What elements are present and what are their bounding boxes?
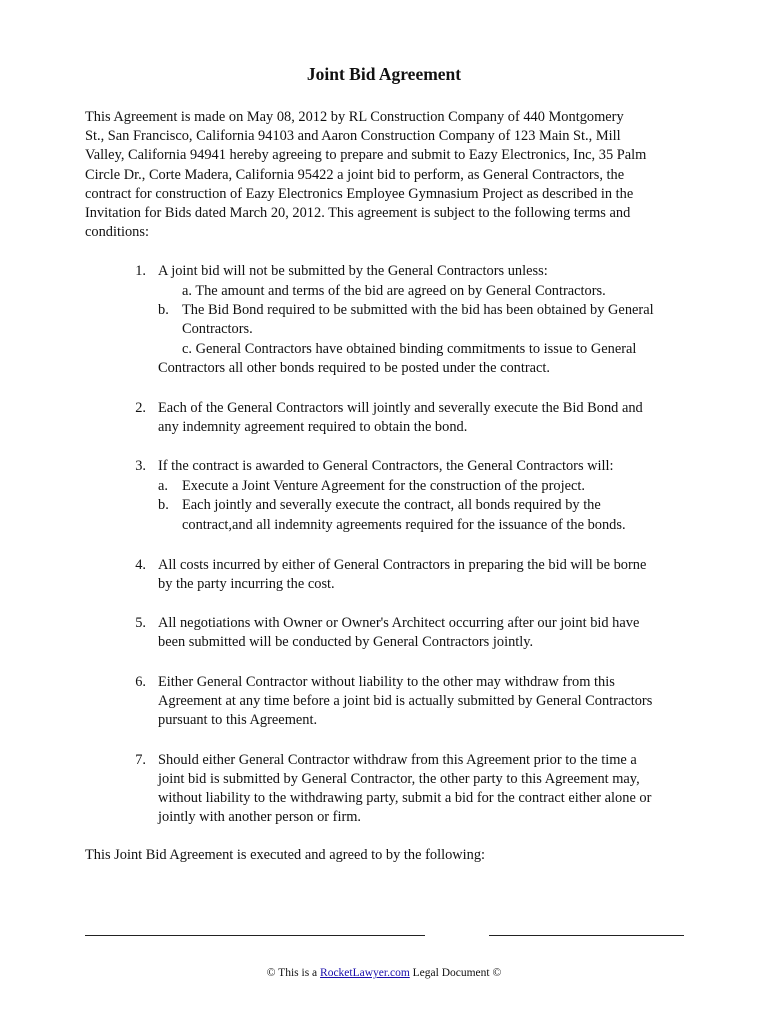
footer-suffix: Legal Document © xyxy=(409,967,502,979)
item-6-number: 6. xyxy=(135,674,146,690)
item-1c-text: c. General Contractors have obtained binding commitments to issue to General xyxy=(182,341,637,357)
item-7-text: Should either General Contractor withdraw from this Agreement prior to the time a xyxy=(158,752,637,768)
item-1-number: 1. xyxy=(135,263,146,279)
item-6-text-cont-1: Agreement at any time before a joint bid is actually submitted by General Contractors xyxy=(158,693,653,709)
item-3-text: If the contract is awarded to General Contractors, the General Contractors will: xyxy=(158,458,614,474)
item-5-text: All negotiations with Owner or Owner's Architect occurring after our joint bid have xyxy=(158,615,640,631)
item-3a-text: Execute a Joint Venture Agreement for the construction of the project. xyxy=(182,478,585,494)
item-7-number: 7. xyxy=(135,752,146,768)
item-7-text-cont-3: jointly with another person or firm. xyxy=(158,809,362,825)
document-title: Joint Bid Agreement xyxy=(306,64,462,84)
item-2-text-cont: any indemnity agreement required to obtain the bond. xyxy=(158,419,468,435)
intro-paragraph: This Agreement is made on May 08, 2012 by RL Construction Company of 440 Montgomery St., San Francisco, California 94103 and Aaron Construction Company of 123 Main St., Mill Valley, California 94941 hereby agreeing to prepare and submit to Eazy Electronics, Inc, 35 Palm Circle Dr., Corte Madera, California 95422 a joint bid to perform, as General Contractors, the contract for construction of Eazy Electronics Employee Gymnasium Project as described in the Invitation for Bids dated March 20, 2012. This agreement is subject to the following terms and conditions: xyxy=(85,109,647,241)
closing-statement: This Joint Bid Agreement is executed and agreed to by the following: xyxy=(85,847,486,863)
item-1c-text-cont: Contractors all other bonds required to be posted under the contract. xyxy=(158,360,551,376)
item-5-number: 5. xyxy=(135,615,146,631)
item-2-text: Each of the General Contractors will jointly and severally execute the Bid Bond and xyxy=(158,400,643,416)
item-7-text-cont-2: without liability to the withdrawing party, submit a bid for the contract either alone or xyxy=(158,790,652,806)
item-3b-text: Each jointly and severally execute the contract, all bonds required by the xyxy=(182,497,601,513)
item-1-text: A joint bid will not be submitted by the General Contractors unless: xyxy=(158,263,548,279)
item-6-text: Either General Contractor without liability to the other may withdraw from this xyxy=(158,674,615,690)
item-5-text-cont: been submitted will be conducted by General Contractors jointly. xyxy=(158,634,534,650)
item-4-number: 4. xyxy=(135,557,146,573)
rocketlawyer-link[interactable]: RocketLawyer.com xyxy=(320,967,410,979)
item-1b-text: The Bid Bond required to be submitted with the bid has been obtained by General xyxy=(182,302,654,318)
item-3b-label: b. xyxy=(158,497,169,513)
item-7-text-cont-1: joint bid is submitted by General Contractor, the other party to this Agreement may, xyxy=(158,771,640,787)
footer-notice xyxy=(0,966,768,980)
item-4-text: All costs incurred by either of General Contractors in preparing the bid will be borne xyxy=(158,557,647,573)
item-3b-text-cont: contract,and all indemnity agreements required for the issuance of the bonds. xyxy=(182,517,626,533)
item-6-text-cont-2: pursuant to this Agreement. xyxy=(158,712,318,728)
item-4-text-cont: by the party incurring the cost. xyxy=(158,576,335,592)
item-1b-text-cont: Contractors. xyxy=(182,321,253,337)
item-3-number: 3. xyxy=(135,458,146,474)
item-1b-label: b. xyxy=(158,302,169,318)
item-2-number: 2. xyxy=(135,400,146,416)
signature-line-left xyxy=(85,935,425,936)
signature-line-right xyxy=(489,935,684,936)
item-3a-label: a. xyxy=(158,478,168,494)
item-1a-text: a. The amount and terms of the bid are agreed on by General Contractors. xyxy=(182,283,606,299)
footer-prefix: © This is a xyxy=(266,967,321,979)
